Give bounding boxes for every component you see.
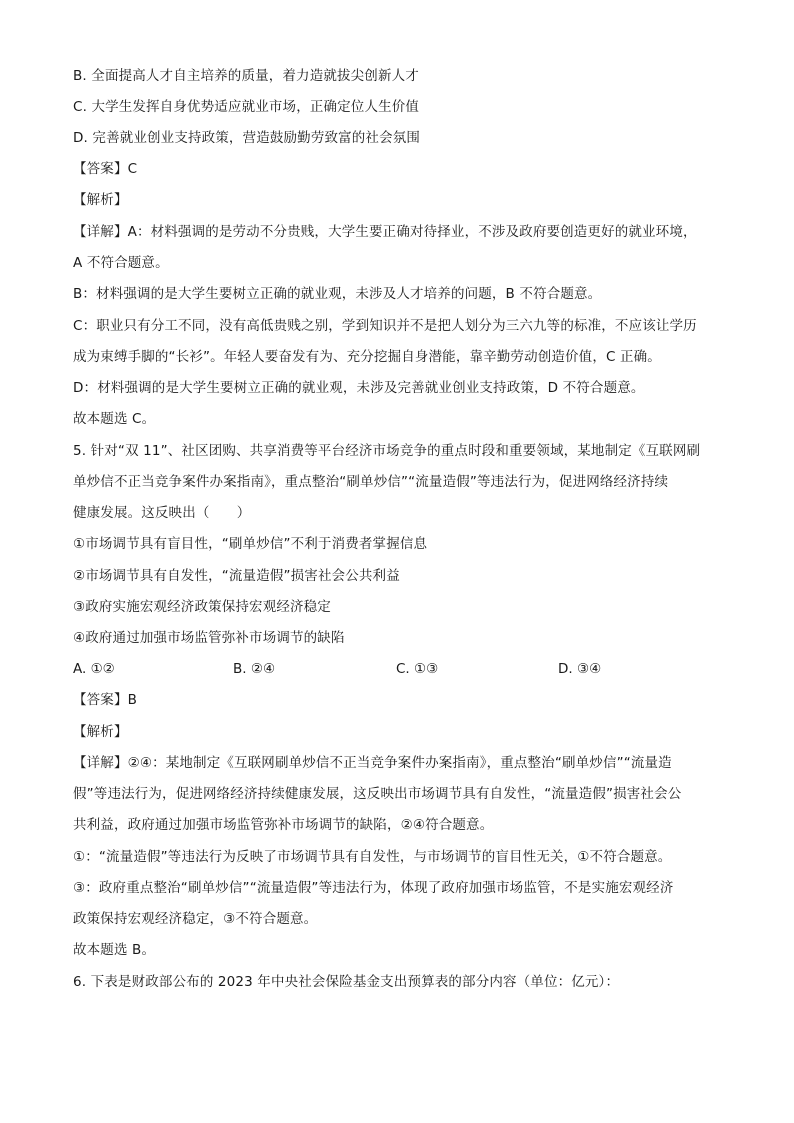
conclusion-line: 故本题选 B。 — [73, 942, 156, 958]
detail-line: D：材料强调的是大学生要树立正确的就业观，未涉及完善就业创业支持政策，D 不符合题意。 — [73, 380, 645, 396]
choice-c: C. ①③ — [396, 661, 439, 677]
answer-label: 【答案】C — [73, 161, 138, 177]
option-c-text: C. 大学生发挥自身优势适应就业市场，正确定位人生价值 — [73, 99, 420, 115]
conclusion-line: 故本题选 C。 — [73, 411, 156, 427]
detail-line: 【详解】A：材料强调的是劳动不分贵贱，大学生要正确对待择业，不涉及政府要创造更好的就业环境， — [73, 224, 697, 240]
choice-a: A. ①② — [73, 661, 115, 677]
question-6-stem: 6. 下表是财政部公布的 2023 年中央社会保险基金支出预算表的部分内容（单位：亿元）： — [73, 974, 620, 990]
detail-line: A 不符合题意。 — [73, 255, 169, 271]
question-5-stem: 单炒信不正当竞争案件办案指南》，重点整治“刷单炒信”“流量造假”等违法行为，促进网络经济持续 — [73, 474, 669, 490]
detail-line: 【详解】②④：某地制定《互联网刷单炒信不正当竞争案件办案指南》，重点整治“刷单炒信”“流量造 — [73, 755, 672, 771]
answer-label: 【答案】B — [73, 692, 138, 708]
question-5-stem: 5. 针对“双 11”、社区团购、共享消费等平台经济市场竞争的重点时段和重要领域，某地制定《互联网刷 — [73, 443, 701, 459]
option-b-text: B. 全面提高人才自主培养的质量，着力造就拔尖创新人才 — [73, 68, 419, 84]
detail-line: C：职业只有分工不同，没有高低贵贱之别，学到知识并不是把人划分为三六九等的标准，不应该让学历 — [73, 318, 697, 334]
statement-4: ④政府通过加强市场监管弥补市场调节的缺陷 — [73, 630, 345, 646]
detail-line: ①：“流量造假”等违法行为反映了市场调节具有自发性，与市场调节的盲目性无关，①不符合题意。 — [73, 849, 672, 865]
analysis-label: 【解析】 — [73, 724, 128, 740]
choice-d: D. ③④ — [558, 661, 602, 677]
choice-b: B. ②④ — [233, 661, 276, 677]
question-5-stem: 健康发展。这反映出（ ） — [73, 505, 251, 521]
detail-line: 假”等违法行为，促进网络经济持续健康发展，这反映出市场调节具有自发性，“流量造假”损害社会公 — [73, 786, 682, 802]
statement-2: ②市场调节具有自发性，“流量造假”损害社会公共利益 — [73, 568, 400, 584]
statement-1: ①市场调节具有盲目性，“刷单炒信”不利于消费者掌握信息 — [73, 536, 428, 552]
detail-line: 成为束缚手脚的“长衫”。年轻人要奋发有为、充分挖掘自身潜能，靠辛勤劳动创造价值，C 正确。 — [73, 349, 661, 365]
detail-line: ③：政府重点整治“刷单炒信”“流量造假”等违法行为，体现了政府加强市场监管，不是实施宏观经济 — [73, 880, 674, 896]
option-d-text: D. 完善就业创业支持政策，营造鼓励勤劳致富的社会氛围 — [73, 130, 421, 146]
detail-line: 共利益，政府通过加强市场监管弥补市场调节的缺陷，②④符合题意。 — [73, 817, 494, 833]
detail-line: 政策保持宏观经济稳定，③不符合题意。 — [73, 911, 318, 927]
analysis-label: 【解析】 — [73, 192, 128, 208]
detail-line: B：材料强调的是大学生要树立正确的就业观，未涉及人才培养的问题，B 不符合题意。 — [73, 286, 602, 302]
statement-3: ③政府实施宏观经济政策保持宏观经济稳定 — [73, 599, 331, 615]
